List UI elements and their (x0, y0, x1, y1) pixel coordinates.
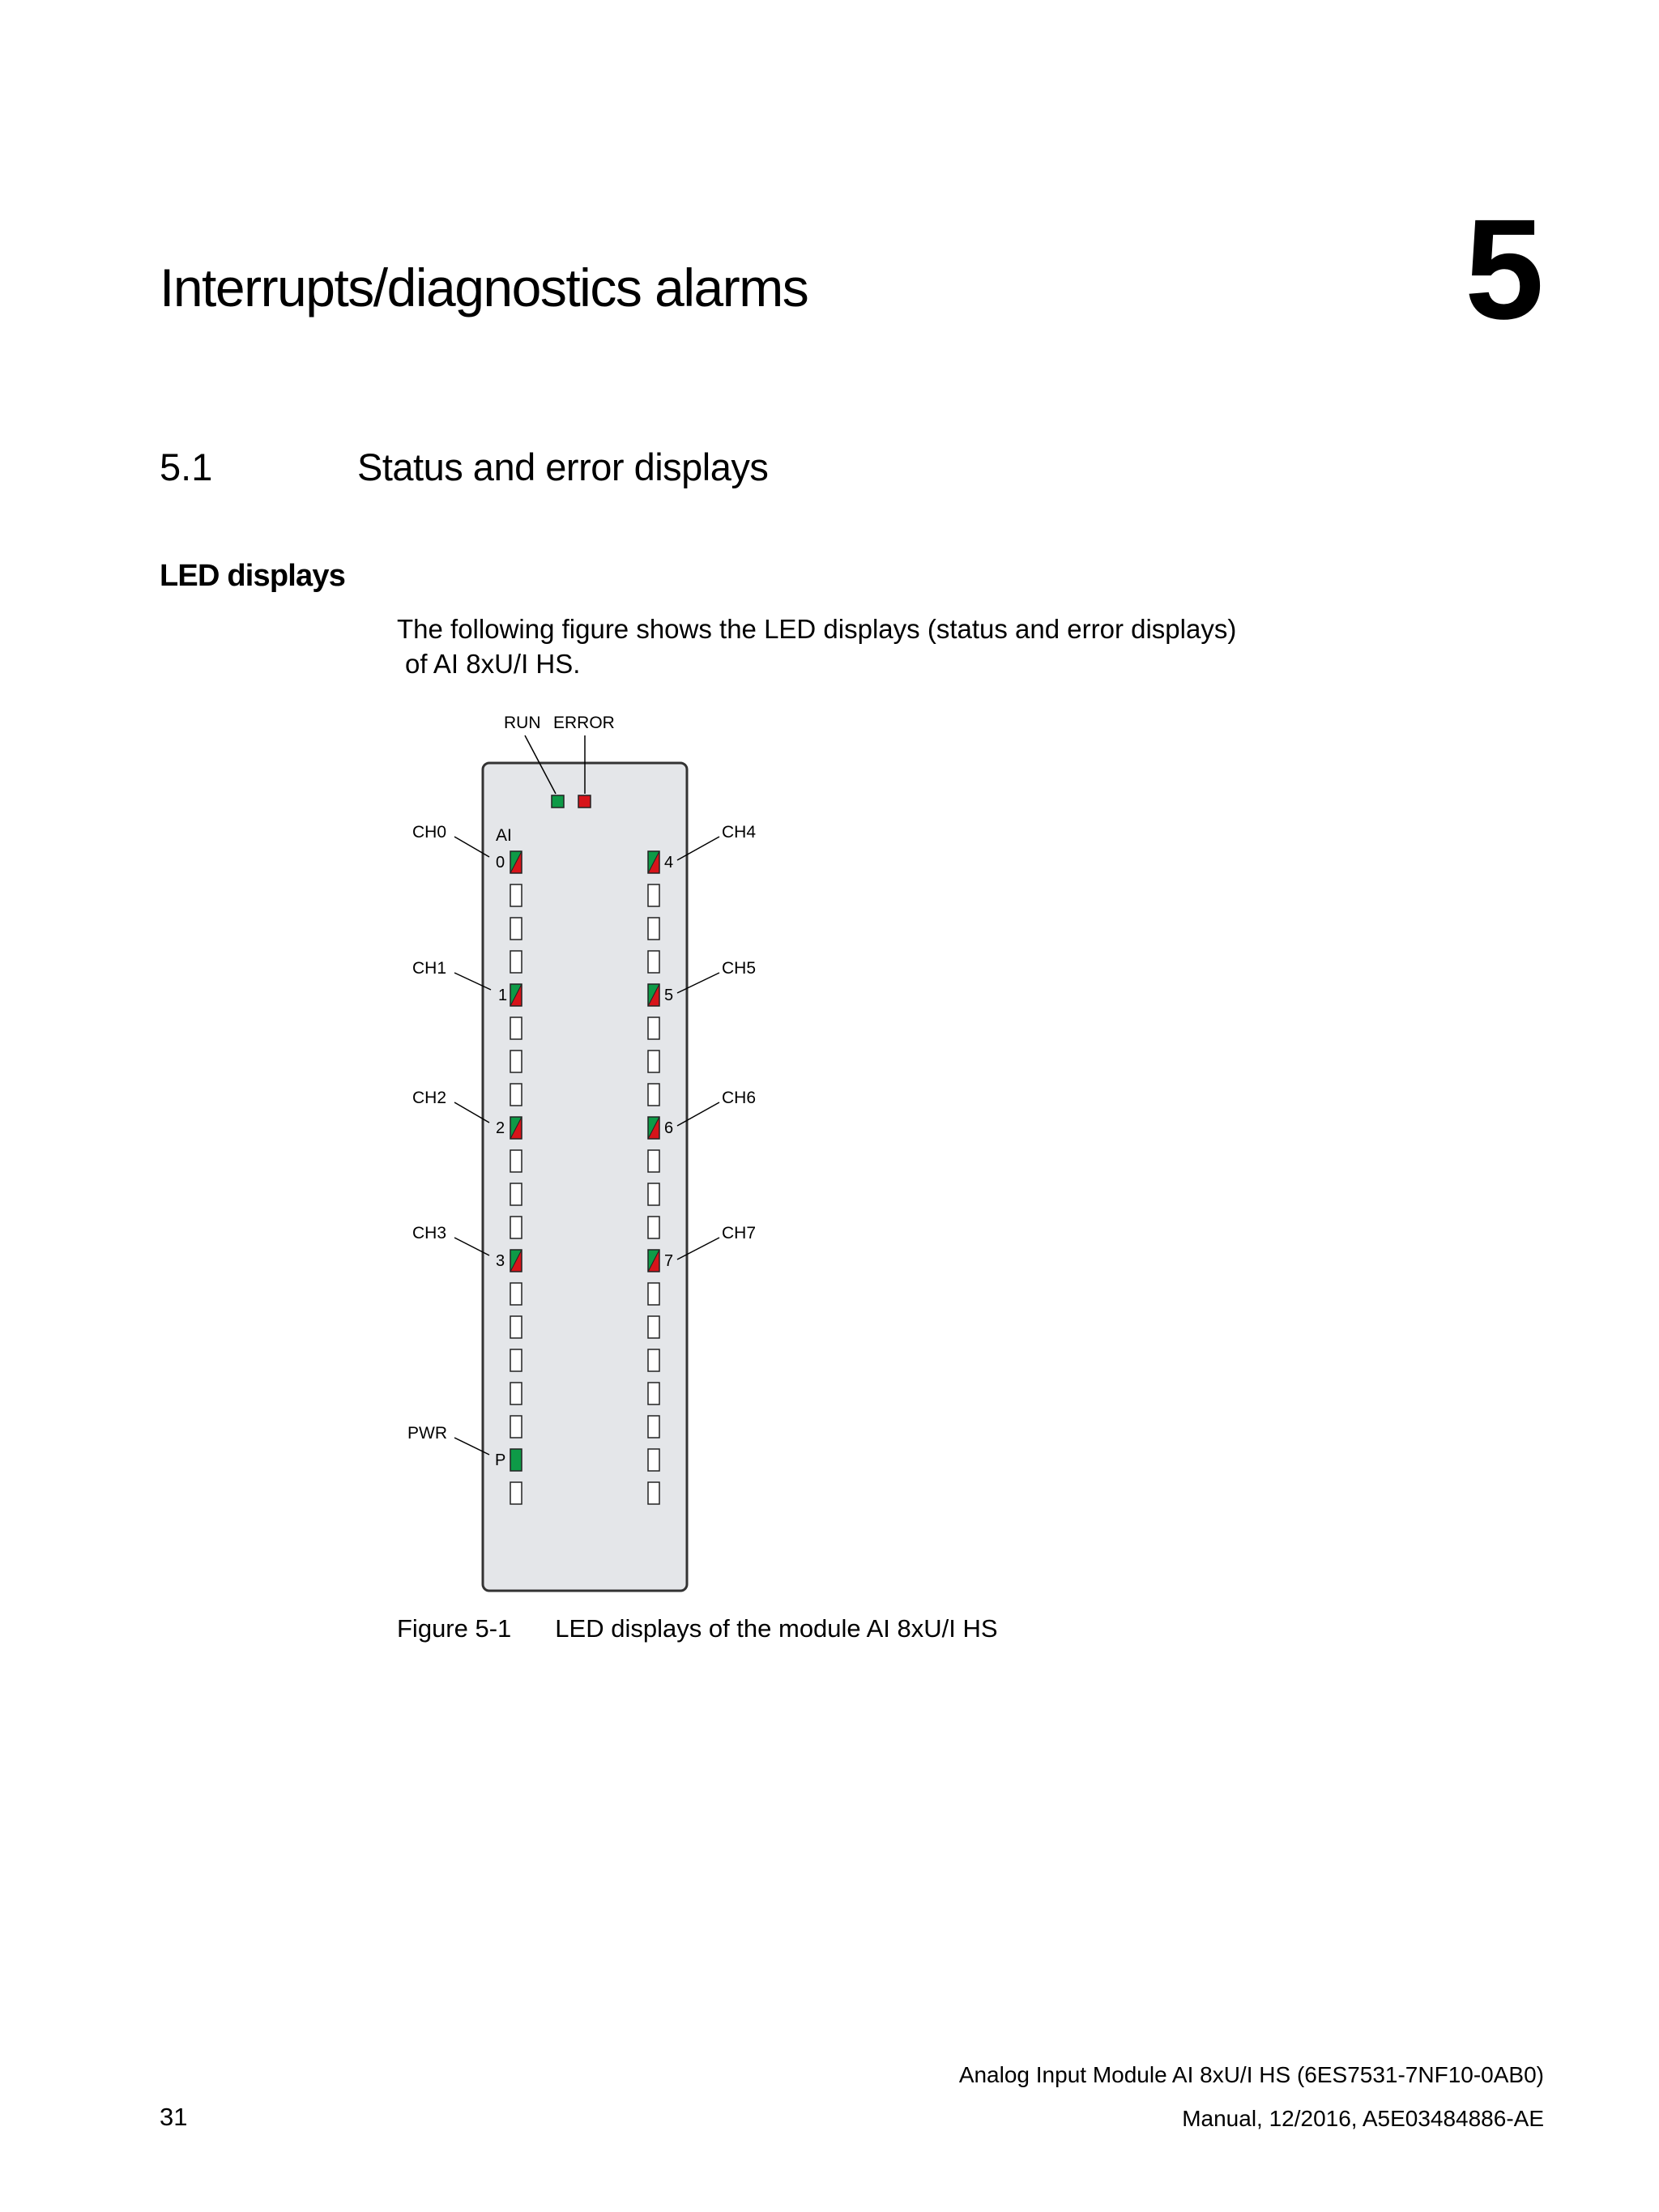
section-title: Status and error displays (357, 445, 769, 488)
channel-number-1: 1 (498, 987, 508, 1004)
chapter-number: 5 (1465, 190, 1544, 349)
intro-line-2: of AI 8xU/I HS. (405, 649, 581, 679)
callout-pwr: PWR (407, 1424, 447, 1443)
subsection-title: LED displays (160, 559, 346, 593)
channel-led-1 (510, 984, 522, 1006)
error-led (578, 795, 591, 808)
channel-led-3 (510, 1250, 522, 1272)
channel-number-7: 7 (664, 1252, 674, 1270)
channel-number-4: 4 (664, 854, 674, 872)
footer-document-title: Analog Input Module AI 8xU/I HS (6ES7531-7NF10-0AB0) (958, 2062, 1544, 2087)
page-number: 31 (160, 2103, 188, 2131)
callout-ch6: CH6 (722, 1089, 757, 1107)
channel-led-4 (648, 851, 659, 873)
run-label: RUN (504, 714, 541, 732)
callout-ch7: CH7 (722, 1224, 757, 1242)
callout-ch1: CH1 (412, 959, 447, 978)
channel-led-7 (648, 1250, 659, 1272)
figure-caption (397, 1616, 998, 1641)
channel-number-5: 5 (664, 987, 674, 1004)
channel-number-2: 2 (496, 1119, 505, 1137)
error-label: ERROR (553, 714, 615, 732)
figure-caption-text: LED displays of the module AI 8xU/I HS (555, 1614, 998, 1643)
callout-ch2: CH2 (412, 1089, 447, 1107)
channel-number-0: 0 (496, 854, 505, 872)
power-led (510, 1449, 522, 1471)
callout-ch5: CH5 (722, 959, 757, 978)
intro-line-1: The following figure shows the LED displays (status and error displays) (397, 614, 1237, 644)
figure-caption-number: Figure 5-1 (397, 1614, 512, 1643)
callout-ch4: CH4 (722, 823, 757, 842)
channel-led-2 (510, 1117, 522, 1139)
module-ai-label: AI (496, 826, 512, 845)
callout-ch3: CH3 (412, 1224, 447, 1242)
footer-document-id: Manual, 12/2016, A5E03484886-AE (1182, 2106, 1544, 2131)
channel-led-5 (648, 984, 659, 1006)
chapter-title: Interrupts/diagnostics alarms (160, 258, 808, 318)
callout-ch0: CH0 (412, 823, 447, 842)
channel-number-3: 3 (496, 1252, 505, 1270)
channel-number-6: 6 (664, 1119, 674, 1137)
channel-led-0 (510, 851, 522, 873)
section-number: 5.1 (160, 445, 213, 488)
run-led (552, 795, 564, 808)
power-marker: P (495, 1451, 506, 1469)
channel-led-6 (648, 1117, 659, 1139)
